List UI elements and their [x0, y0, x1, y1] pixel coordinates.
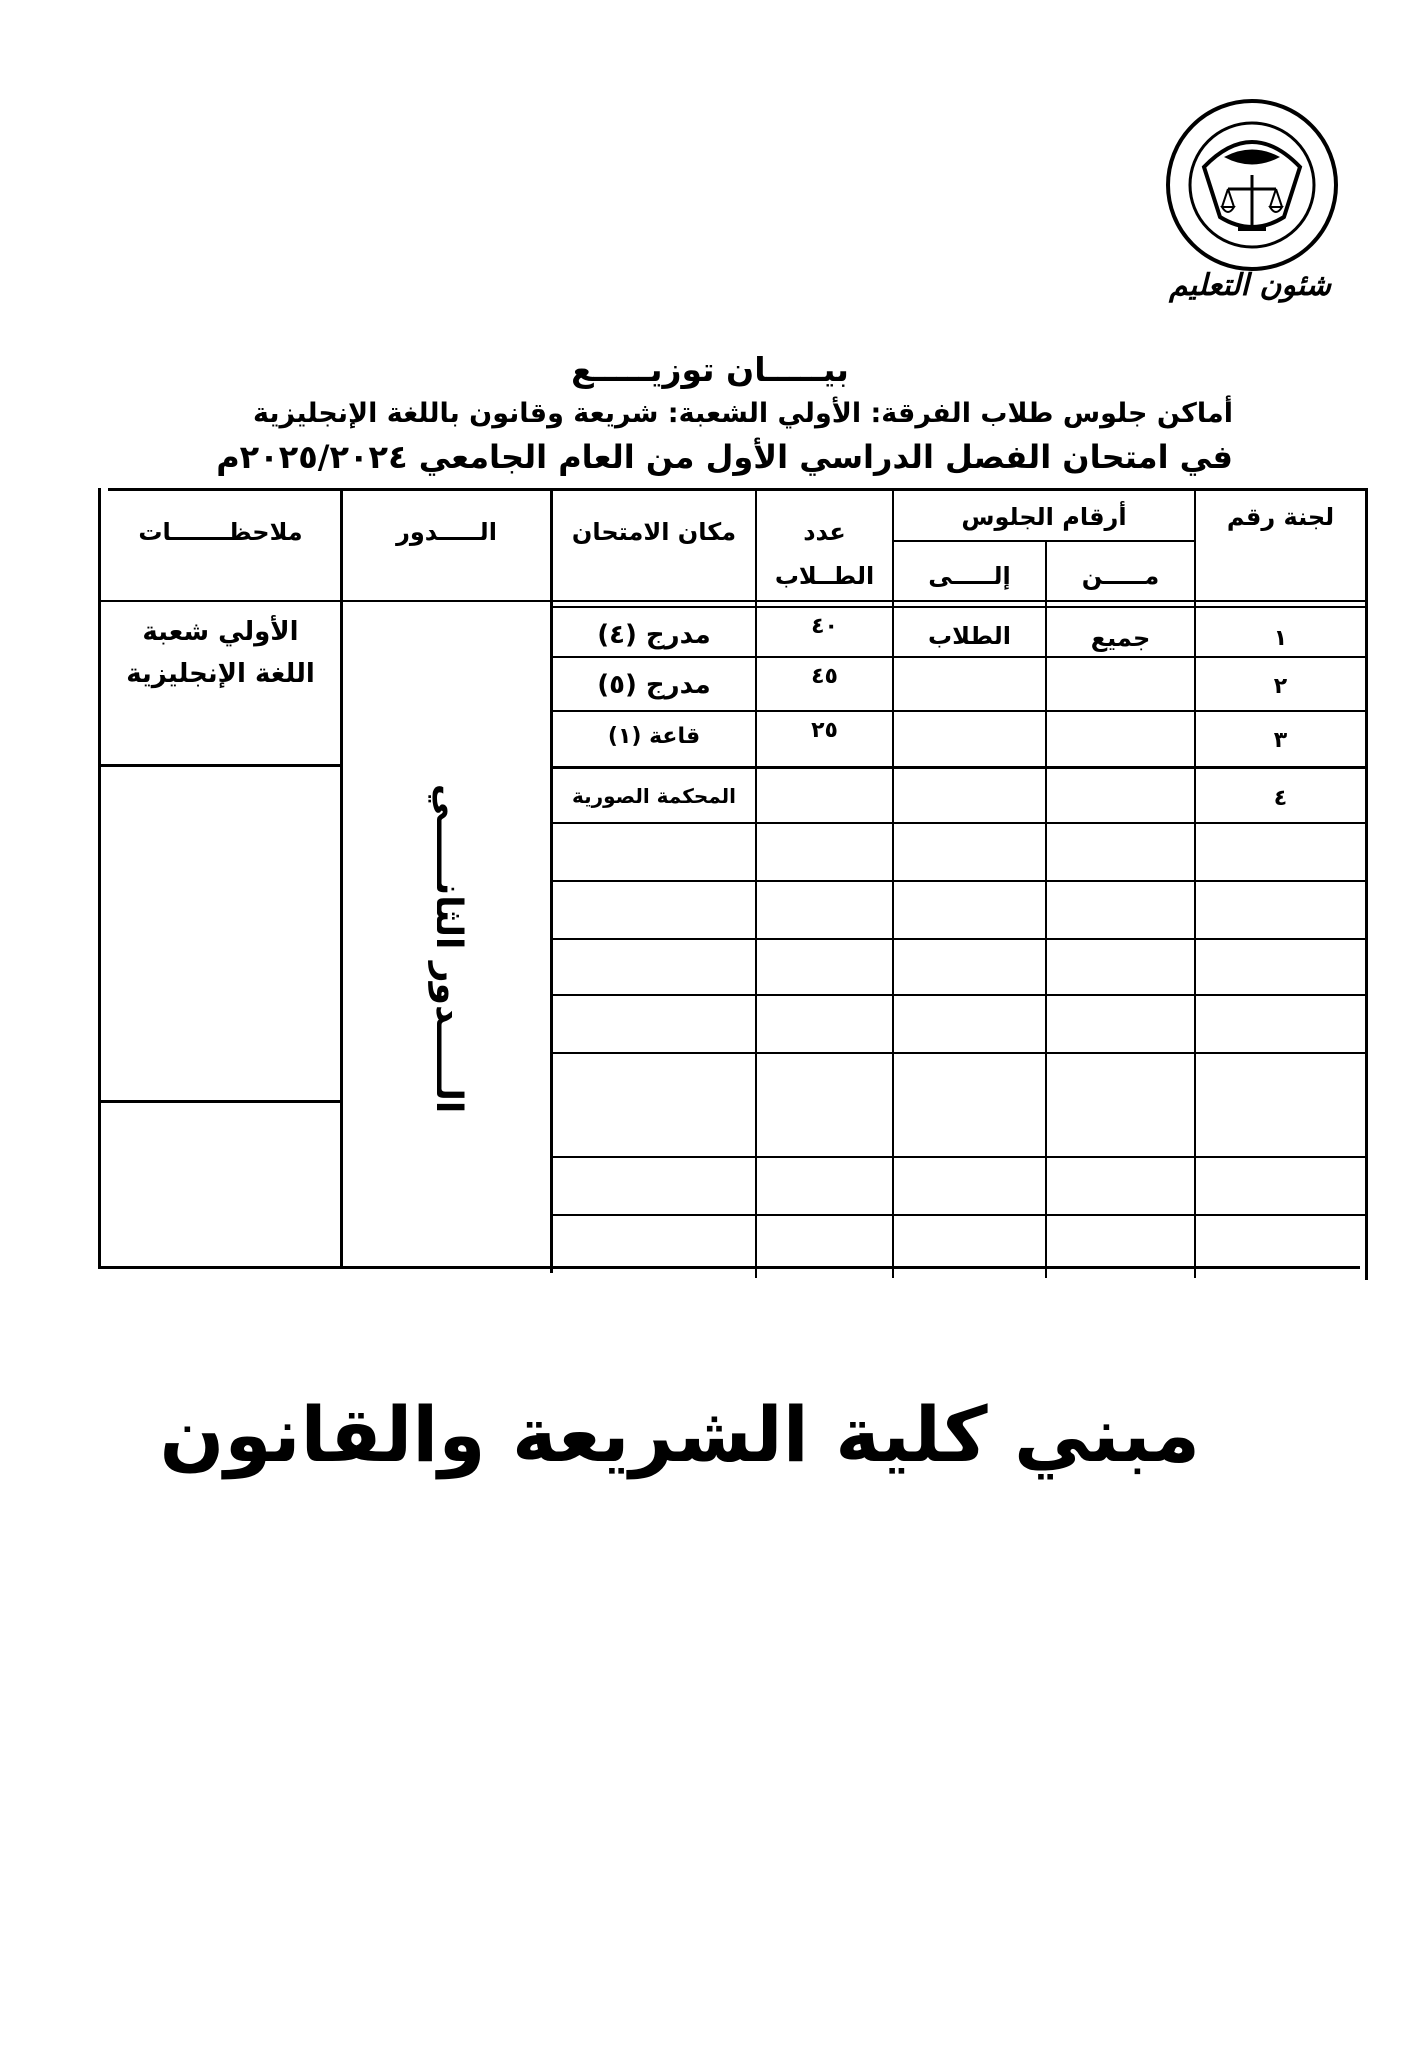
- header-location: مكان الامتحان: [571, 518, 737, 546]
- row2-location: مدرج (٥): [597, 670, 711, 700]
- row1-to: الطلاب: [928, 622, 1011, 650]
- header-count-line2: الطــلاب: [774, 562, 875, 590]
- row4-committee: ٤: [1273, 786, 1288, 811]
- row3-committee: ٣: [1273, 728, 1288, 753]
- header-count-line1: عدد: [803, 518, 846, 546]
- building-name: مبني كلية الشريعة والقانون: [159, 1390, 1200, 1479]
- faculty-logo: [1164, 97, 1340, 273]
- header-notes: ملاحظـــــــات: [138, 518, 303, 546]
- header-committee: لجنة رقم: [1226, 503, 1335, 531]
- document-subtitle-exam: في امتحان الفصل الدراسي الأول من العام الجامعي ٢٠٢٥/٢٠٢٤م: [216, 438, 1233, 476]
- row2-count: ٤٥: [811, 664, 838, 689]
- notes-line1: الأولي شعبة: [142, 617, 299, 647]
- header-seat-numbers: أرقام الجلوس: [961, 503, 1127, 531]
- notes-line2: اللغة الإنجليزية: [126, 659, 315, 689]
- row2-committee: ٢: [1273, 674, 1288, 699]
- row3-count: ٢٥: [811, 718, 838, 743]
- row4-location: المحكمة الصورية: [571, 784, 737, 808]
- header-from: مـــــن: [1081, 562, 1160, 590]
- row3-location: قاعة (١): [607, 724, 701, 749]
- row1-location: مدرج (٤): [597, 620, 711, 650]
- row1-from: جميع: [1090, 624, 1151, 652]
- header-floor: الـــــدور: [396, 518, 497, 546]
- document-title: بيـــــان توزيـــــع: [571, 350, 849, 389]
- logo-caption: شئون التعليم: [1168, 268, 1332, 303]
- row1-committee: ١: [1273, 626, 1288, 651]
- document-subtitle: أماكن جلوس طلاب الفرقة: الأولي الشعبة: شريعة وقانون باللغة الإنجليزية: [253, 398, 1233, 429]
- floor-value: الـــــدور الثانـــــي: [428, 783, 470, 1113]
- header-to: إلـــــى: [928, 562, 1011, 590]
- row1-count: ٤٠: [811, 614, 838, 639]
